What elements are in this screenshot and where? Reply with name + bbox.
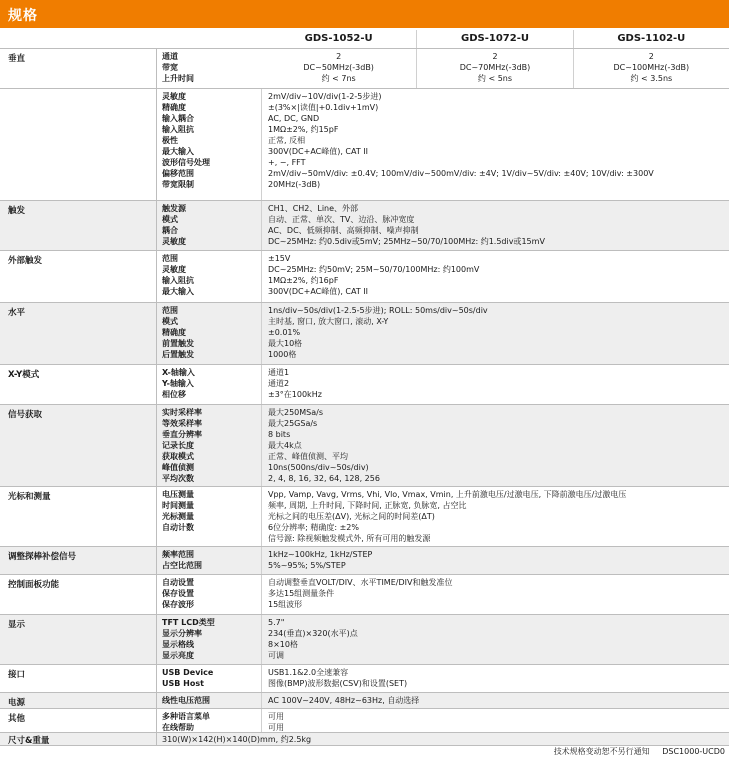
sub-label: 平均次数 — [162, 474, 194, 483]
model-col — [573, 49, 729, 88]
sub-label: 后置触发 — [162, 350, 194, 359]
sub-label: 最大输入 — [162, 147, 194, 156]
sub-label-list — [162, 51, 194, 84]
sub-label: TFT LCD类型 — [162, 618, 215, 627]
sub-label: 获取模式 — [162, 452, 194, 461]
value: ±15V — [268, 254, 291, 263]
sub-label: 耦合 — [162, 226, 178, 235]
value: 234(垂直)×320(水平)点 — [268, 629, 358, 638]
sub-label-list — [162, 91, 210, 190]
sub-label: 自动设置 — [162, 578, 194, 587]
sub-label: 范围 — [162, 254, 178, 263]
section-label: 电源 — [8, 698, 26, 708]
sub-label: 极性 — [162, 136, 178, 145]
value-list — [268, 667, 407, 689]
section-label: 显示 — [8, 620, 26, 630]
value: 可用 — [268, 723, 284, 732]
value-list — [268, 549, 372, 571]
section-label: 触发 — [8, 206, 26, 216]
sub-label-list — [162, 549, 202, 571]
spec-section-other — [0, 708, 729, 732]
sub-label: 峰值侦测 — [162, 463, 194, 472]
spec-section-external-trigger — [0, 250, 729, 302]
value-list — [268, 305, 488, 360]
value: 频率, 周期, 上升时间, 下降时间, 正脉宽, 负脉宽, 占空比 — [268, 501, 467, 510]
value: 1000格 — [268, 350, 297, 359]
value: DC~50MHz(-3dB) — [303, 63, 374, 72]
sub-label-list — [162, 367, 195, 400]
sub-label-list — [162, 711, 210, 733]
value-list — [268, 407, 380, 484]
value: 最大25GSa/s — [268, 419, 318, 428]
sub-label-list — [162, 617, 215, 661]
sub-label: 记录长度 — [162, 441, 194, 450]
value: Vpp, Vamp, Vavg, Vrms, Vhi, Vlo, Vmax, Vmin, 上升前激电压/过激电压, 下降前激电压/过激电压 — [268, 490, 627, 499]
sub-label: 保存波形 — [162, 600, 194, 609]
value: 约 < 5ns — [477, 74, 513, 83]
value: ±0.01% — [268, 328, 301, 337]
section-label: 信号获取 — [8, 410, 43, 420]
value: 8×10格 — [268, 640, 298, 649]
value: 20MHz(-3dB) — [268, 180, 321, 189]
value-list — [268, 577, 452, 610]
sub-label: 精确度 — [162, 328, 186, 337]
sub-label: 输入耦合 — [162, 114, 194, 123]
value: 300V(DC+AC峰值), CAT II — [268, 287, 369, 296]
section-label: 光标和测量 — [8, 492, 51, 502]
value: 多达15组测量条件 — [268, 589, 335, 598]
spec-section-cursor-measure — [0, 486, 729, 546]
section-label: 尺寸&重量 — [8, 736, 50, 746]
section-label: X-Y模式 — [8, 370, 40, 380]
value: 约 < 3.5ns — [630, 74, 673, 83]
model-col — [261, 49, 416, 88]
model-header — [261, 30, 729, 48]
sub-label: 模式 — [162, 215, 178, 224]
sub-label: 精确度 — [162, 103, 186, 112]
value: +, −, FFT — [268, 158, 306, 167]
value-list — [268, 695, 419, 706]
sub-label: USB Device — [162, 668, 214, 677]
spec-section-vertical-detail — [0, 88, 729, 200]
section-label: 控制面板功能 — [8, 580, 60, 590]
value: 正常, 反相 — [268, 136, 306, 145]
sub-label: 在线帮助 — [162, 723, 194, 732]
title-bar — [0, 0, 729, 28]
value-list — [268, 91, 654, 190]
sub-label: 灵敏度 — [162, 237, 186, 246]
value: 2 — [492, 52, 498, 61]
value: 2, 4, 8, 16, 32, 64, 128, 256 — [268, 474, 380, 483]
sub-label: 显示亮度 — [162, 651, 194, 660]
value-list — [268, 617, 358, 661]
spec-section-power — [0, 692, 729, 708]
value: 光标之间的电压差(ΔV), 光标之间的时间差(ΔT) — [268, 512, 435, 521]
sub-label-list — [162, 253, 194, 297]
value: 最大250MSa/s — [268, 408, 324, 417]
value: 信号源: 除视频触发模式外, 所有可用的触发源 — [268, 534, 431, 543]
spec-section-dimensions — [0, 732, 729, 745]
sub-label-list — [162, 667, 213, 689]
value: 通道1 — [268, 368, 290, 377]
sub-label: 灵敏度 — [162, 265, 186, 274]
footer-note: 技术规格变动恕不另行通知 — [553, 747, 650, 756]
value: 1MΩ±2%, 约15pF — [268, 125, 339, 134]
sub-label: 时间测量 — [162, 501, 194, 510]
value: 1MΩ±2%, 约16pF — [268, 276, 339, 285]
sub-label-list — [162, 203, 186, 247]
value-list — [268, 489, 626, 544]
value: AC, DC, GND — [268, 114, 320, 123]
sub-label-list — [162, 407, 202, 484]
sub-label: 光标测量 — [162, 512, 194, 521]
value: CH1、CH2、Line、外部 — [268, 204, 359, 213]
value: 约 < 7ns — [321, 74, 356, 83]
section-label: 接口 — [8, 670, 26, 680]
value-list — [268, 203, 545, 247]
sub-label: 显示格线 — [162, 640, 194, 649]
sub-label: 相位移 — [162, 390, 186, 399]
section-label: 调整探棒补偿信号 — [8, 552, 77, 562]
value: AC、DC、低频抑制、高频抑制、噪声抑制 — [268, 226, 419, 235]
value: 自动调整垂直VOLT/DIV、水平TIME/DIV和触发准位 — [268, 578, 453, 587]
sub-label: 最大输入 — [162, 287, 194, 296]
value: 1ns/div~50s/div(1-2.5-5步进); ROLL: 50ms/div~50s/div — [268, 306, 488, 315]
footer — [554, 746, 725, 757]
value: 2 — [648, 52, 654, 61]
sub-label-list — [162, 305, 194, 360]
spec-section-trigger — [0, 200, 729, 250]
spec-section-vertical — [0, 48, 729, 88]
sub-label: 带宽限制 — [162, 180, 194, 189]
value: 通道2 — [268, 379, 290, 388]
sub-label: 输入阻抗 — [162, 276, 194, 285]
spec-section-acquisition — [0, 404, 729, 486]
sub-label: 灵敏度 — [162, 92, 186, 101]
value: USB1.1&2.0全速兼容 — [268, 668, 349, 677]
value: 10ns(500ns/div~50s/div) — [268, 463, 369, 472]
sub-label: 上升时间 — [162, 74, 194, 83]
value: 正常、峰值侦测、平均 — [268, 452, 348, 461]
model-name: GDS-1072-U — [416, 30, 572, 48]
sub-label: 范围 — [162, 306, 178, 315]
sub-label: 触发源 — [162, 204, 186, 213]
sub-label: 多种语言菜单 — [162, 712, 210, 721]
value: 1kHz~100kHz, 1kHz/STEP — [268, 550, 373, 559]
value: ±3°在100kHz — [268, 390, 322, 399]
section-label: 外部触发 — [8, 256, 43, 266]
value: 5%~95%; 5%/STEP — [268, 561, 346, 570]
spec-section-horizontal — [0, 302, 729, 364]
sub-label: 输入阻抗 — [162, 125, 194, 134]
sub-label: 偏移范围 — [162, 169, 194, 178]
value: 主时基, 窗口, 放大窗口, 滚动, X-Y — [268, 317, 389, 326]
model-name: GDS-1102-U — [573, 30, 729, 48]
sub-label: X-轴输入 — [162, 368, 195, 377]
section-label: 水平 — [8, 308, 26, 318]
sub-label: 线性电压范围 — [162, 696, 210, 705]
sub-label: 等效采样率 — [162, 419, 202, 428]
value-list — [268, 367, 322, 400]
section-label: 垂直 — [8, 54, 26, 64]
value: 2 — [336, 52, 342, 61]
page-title: 规格 — [8, 8, 38, 24]
value: 可用 — [268, 712, 284, 721]
sub-label: 占空比范围 — [162, 561, 202, 570]
spec-section-probe-compensation — [0, 546, 729, 574]
sub-label: 波形信号处理 — [162, 158, 210, 167]
sub-label-list — [162, 577, 194, 610]
footer-code: DSC1000-UCD0 — [662, 747, 725, 756]
value: DC~25MHz: 约0.5div或5mV; 25MHz~50/70/100MHz: 约1.5div或15mV — [268, 237, 545, 246]
spec-section-interface — [0, 664, 729, 692]
value-list — [268, 711, 284, 733]
sub-label: 带宽 — [162, 63, 178, 72]
sub-label: 实时采样率 — [162, 408, 202, 417]
sub-label: 模式 — [162, 317, 178, 326]
value: DC~70MHz(-3dB) — [459, 63, 531, 72]
sub-label: 电压测量 — [162, 490, 194, 499]
sub-label: 频率范围 — [162, 550, 194, 559]
sub-label: 通道 — [162, 52, 178, 61]
value: 可调 — [268, 651, 284, 660]
value: 15组波形 — [268, 600, 303, 609]
spec-section-control-panel — [0, 574, 729, 614]
value: 6位分辨率; 精确度: ±2% — [268, 523, 359, 532]
value: DC~100MHz(-3dB) — [613, 63, 690, 72]
value: 2mV/div~10V/div(1-2-5步进) — [268, 92, 382, 101]
spec-section-display — [0, 614, 729, 664]
section-label: 其他 — [8, 714, 26, 724]
sub-label-list — [162, 489, 194, 533]
value: 310(W)×142(H)×140(D)mm, 约2.5kg — [162, 735, 312, 744]
value: 图像(BMP)波形数据(CSV)和设置(SET) — [268, 679, 408, 688]
sub-label-list — [162, 695, 210, 706]
value: 8 bits — [268, 430, 291, 439]
value: AC 100V~240V, 48Hz~63Hz, 自动选择 — [268, 696, 420, 705]
value: ±(3%×|读值|+0.1div+1mV) — [268, 103, 379, 112]
sub-label: 保存设置 — [162, 589, 194, 598]
sub-label: 前置触发 — [162, 339, 194, 348]
model-values — [261, 49, 729, 88]
sub-label: 自动计数 — [162, 523, 194, 532]
value: 自动、正常、单次、TV、边沿、脉冲宽度 — [268, 215, 415, 224]
value: 最大4k点 — [268, 441, 302, 450]
value: 5.7" — [268, 618, 285, 627]
sub-label: 垂直分辨率 — [162, 430, 202, 439]
value-list — [268, 253, 479, 297]
spec-section-xy-mode — [0, 364, 729, 404]
value: DC~25MHz: 约50mV; 25M~50/70/100MHz: 约100mV — [268, 265, 480, 274]
sub-label: Y-轴输入 — [162, 379, 194, 388]
sub-label: USB Host — [162, 679, 204, 688]
sub-label: 显示分辨率 — [162, 629, 202, 638]
model-col — [416, 49, 572, 88]
value: 2mV/div~50mV/div: ±0.4V; 100mV/div~500mV/div: ±4V; 1V/div~5V/div: ±40V; 10V/div: ±300V — [268, 169, 654, 178]
value: 最大10格 — [268, 339, 303, 348]
model-name: GDS-1052-U — [304, 33, 373, 44]
value: 300V(DC+AC峰值), CAT II — [268, 147, 369, 156]
